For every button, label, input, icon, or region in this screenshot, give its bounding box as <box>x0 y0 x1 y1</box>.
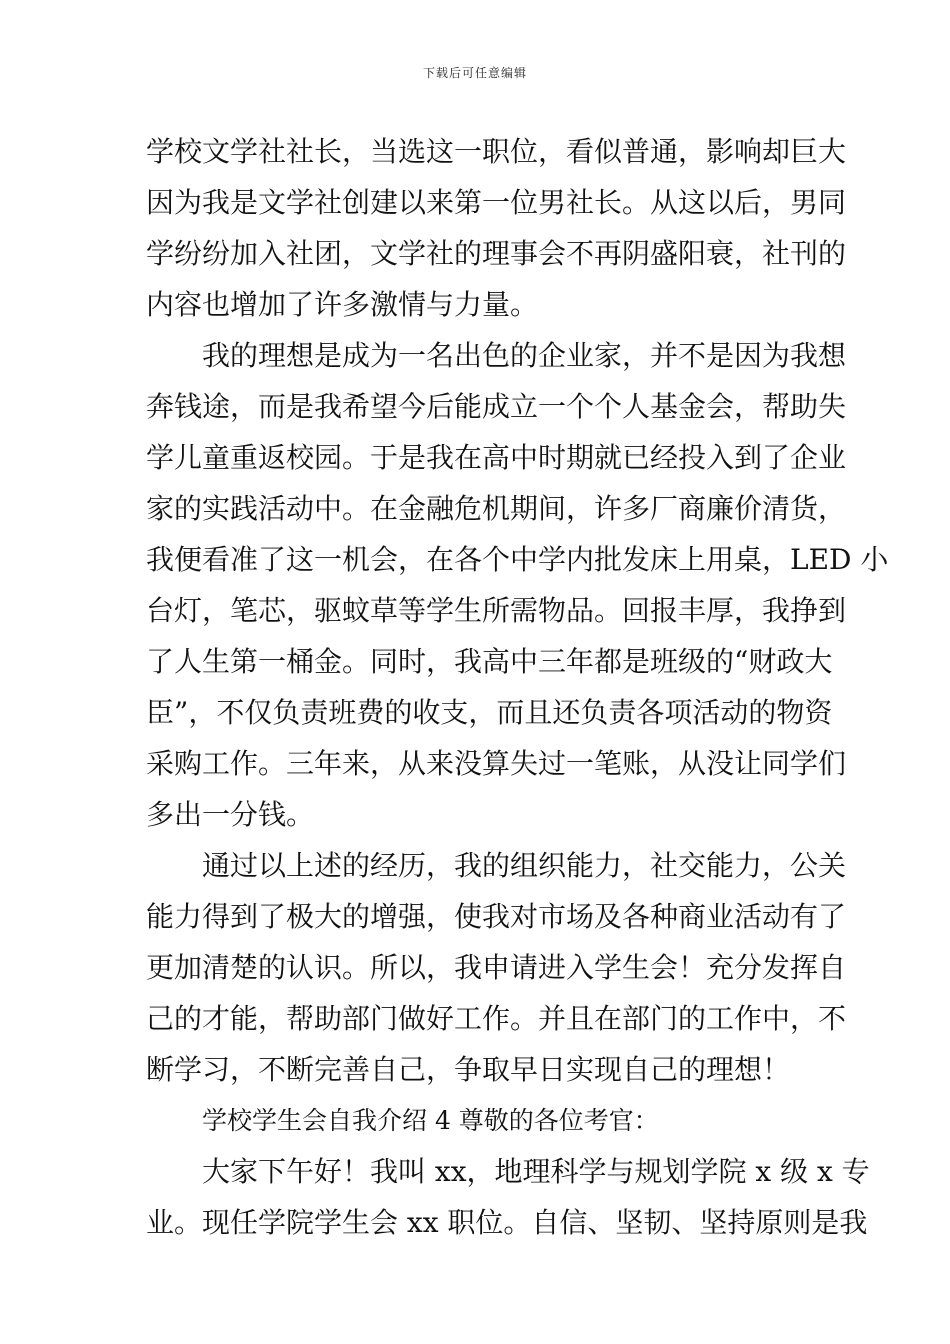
text-line: 多出一分钱。 <box>146 798 315 831</box>
paragraph-start-line: 通过以上述的经历，我的组织能力，社交能力，公关 <box>202 849 847 882</box>
text-line: 因为我是文学社创建以来第一位男社长。从这以后，男同 <box>146 186 847 219</box>
text-line: 采购工作。三年来，从来没算失过一笔账，从没让同学们 <box>146 747 847 780</box>
text-line: 己的才能，帮助部门做好工作。并且在部门的工作中，不 <box>146 1002 847 1035</box>
text-line: 学纷纷加入社团，文学社的理事会不再阴盛阳衰，社刊的 <box>146 237 847 270</box>
text-line: 臣”，不仅负责班费的收支，而且还负责各项活动的物资 <box>146 696 833 729</box>
paragraph-start-line: 大家下午好！我叫 xx，地理科学与规划学院 x 级 x 专 <box>202 1155 870 1188</box>
text-line: 内容也增加了许多激情与力量。 <box>146 288 539 321</box>
text-line: 了人生第一桶金。同时，我高中三年都是班级的“财政大 <box>146 645 833 678</box>
section-heading-line: 学校学生会自我介绍 4 尊敬的各位考官： <box>202 1106 659 1135</box>
text-line: 我便看准了这一机会，在各个中学内批发床上用桌，LED 小 <box>146 543 889 576</box>
paragraph-start-line: 我的理想是成为一名出色的企业家，并不是因为我想 <box>202 339 847 372</box>
text-line: 业。现任学院学生会 xx 职位。自信、坚韧、坚持原则是我 <box>146 1206 868 1239</box>
text-line: 学校文学社社长，当选这一职位，看似普通，影响却巨大 <box>146 135 847 168</box>
text-line: 家的实践活动中。在金融危机期间，许多厂商廉价清货， <box>146 492 847 525</box>
text-line: 更加清楚的认识。所以，我申请进入学生会！充分发挥自 <box>146 951 847 984</box>
text-line: 能力得到了极大的增强，使我对市场及各种商业活动有了 <box>146 900 847 933</box>
text-line: 断学习，不断完善自己，争取早日实现自己的理想！ <box>146 1053 791 1086</box>
page-header: 下载后可任意编辑 <box>422 66 527 80</box>
document-body <box>146 126 889 1248</box>
text-line: 台灯，笔芯，驱蚊草等学生所需物品。回报丰厚，我挣到 <box>146 594 847 627</box>
text-line: 学儿童重返校园。于是我在高中时期就已经投入到了企业 <box>146 441 847 474</box>
text-line: 奔钱途，而是我希望今后能成立一个个人基金会，帮助失 <box>146 390 847 423</box>
